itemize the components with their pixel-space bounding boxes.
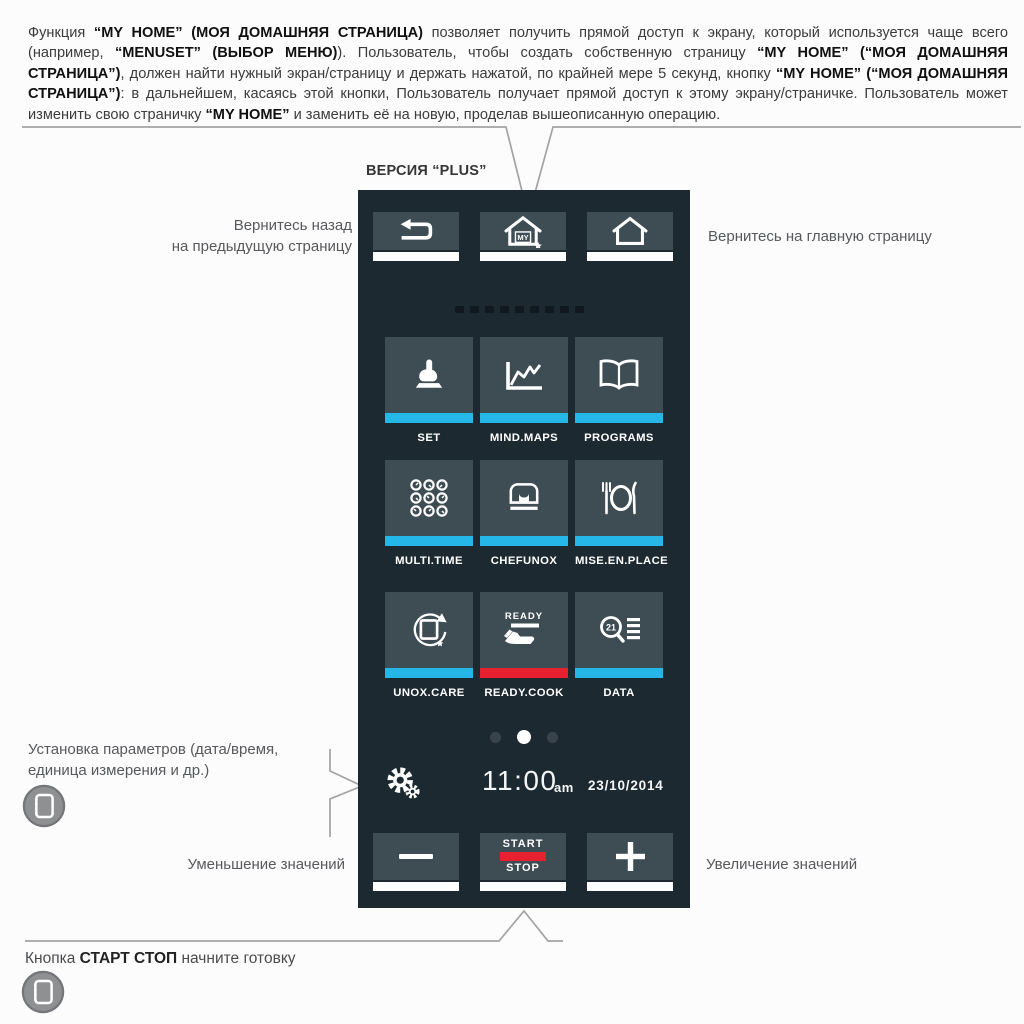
my-home-icon [501,214,545,248]
stop-label: STOP [506,862,540,874]
callout-start-stop: Кнопка СТАРТ СТОП начните готовку [25,950,296,967]
intro-paragraph: Функция “MY HOME” (МОЯ ДОМАШНЯЯ СТРАНИЦА) позволяет получить прямой доступ к экрану, который используется чаще всего (например, “MENUSET” (ВЫБОР МЕНЮ)). Пользователь, чтобы создать собственную страницу “MY HOME” (“МОЯ ДОМАШНЯЯ СТРАНИЦА”), должен найти нужный экран/страницу и держать нажатой, по крайней мере 5 секунд, кнопку “MY HOME” (“МОЯ ДОМАШНЯЯ СТРАНИЦА”): в дальнейшем, касаясь этой кнопки, Пользователь получает прямой доступ к этому экрану/страничке. Пользователь может изменить свою страничку “MY HOME” и заменить её на новую, проделав вышеописанную операцию. [28,24,1009,123]
plate-cutlery-icon [596,480,642,516]
menu-tile-programs[interactable] [575,337,663,444]
ready-cook-hand-icon [499,609,549,651]
home-button-surface [587,212,673,250]
button-underbar [587,252,673,261]
callout-back-line1: Вернитесь назад [233,217,352,234]
plus-button-surface [587,833,673,880]
menu-tile-unox-care[interactable] [385,592,473,699]
menu-tile-chefunox[interactable] [480,460,568,567]
programs-book-icon [596,358,642,392]
minus-button-surface [373,833,459,880]
my-home-button[interactable] [480,212,566,261]
callout-settings-line2: единица измерения и др.) [28,762,210,779]
tile-underbar [575,413,663,423]
bottom-rule-caret [25,911,563,941]
tile-surface [575,337,663,413]
callout-increase: Увеличение значений [706,856,858,873]
callout-settings-line1: Установка параметров (дата/время, [28,741,279,758]
button-underbar [373,882,459,891]
ghost-text [455,306,587,313]
back-arrow-icon [396,218,436,245]
mind-maps-chart-icon [502,358,546,392]
button-underbar [587,882,673,891]
callout-decrease: Уменьшение значений [187,856,345,873]
tile-label: READY.COOK [484,687,564,699]
settings-gear-icon[interactable] [385,766,423,800]
care-refresh-icon [408,610,450,650]
home-icon [608,215,652,247]
tile-label: MISE.EN.PLACE [575,555,669,567]
button-underbar [480,882,566,891]
tile-surface [480,460,568,536]
oven-touch-panel [358,190,690,908]
tile-label: MIND.MAPS [489,432,559,444]
menu-tile-mind-maps[interactable] [480,337,568,444]
back-button-surface [373,212,459,250]
home-button[interactable] [587,212,673,261]
tile-label: DATA [603,687,635,699]
menu-tile-ready-cook[interactable] [480,592,568,699]
manual-booklet-icon [22,784,66,828]
callout-main-home: Вернитесь на главную страницу [708,228,932,245]
tile-underbar [385,413,473,423]
tile-label: SET [417,432,441,444]
version-label: ВЕРСИЯ “PLUS” [366,163,487,179]
menu-tile-mise-en-place[interactable] [575,460,669,567]
date-display: 23/10/2014 [588,778,664,793]
callout-back-line2: на предыдущую страницу [171,238,352,255]
tile-surface [385,592,473,668]
tile-underbar [480,536,568,546]
tile-underbar [480,668,568,678]
tile-label: CHEFUNOX [490,555,558,567]
start-stop-button[interactable] [480,833,566,891]
back-button[interactable] [373,212,459,261]
my-badge: MY [517,232,529,242]
tile-label: MULTI.TIME [395,555,463,567]
tile-surface [480,337,568,413]
data-search-list-icon [596,613,642,647]
clock-time: 11:00 [482,765,558,796]
plus-icon [616,842,645,871]
manual-booklet-icon [21,970,65,1014]
plus-button[interactable] [587,833,673,891]
start-label: START [502,838,544,850]
button-underbar [373,252,459,261]
tile-underbar [385,668,473,678]
set-hand-icon [409,357,449,393]
tile-underbar [575,536,663,546]
start-stop-surface [480,833,566,880]
data-21-text: 21 [605,622,617,633]
tile-underbar [480,413,568,423]
menu-tile-set[interactable] [385,337,473,444]
start-stop-red-bar [500,852,546,861]
page-dot-3[interactable] [547,732,558,743]
ready-text: READY [504,611,544,622]
tile-surface [385,337,473,413]
multi-time-clocks-icon [409,478,449,518]
page-dot-1[interactable] [490,732,501,743]
minus-button[interactable] [373,833,459,891]
button-underbar [480,252,566,261]
tile-underbar [575,668,663,678]
tile-surface [385,460,473,536]
tile-label: PROGRAMS [584,432,654,444]
chef-hat-icon [504,480,544,516]
menu-tile-data[interactable] [575,592,663,699]
minus-icon [399,854,433,860]
tile-label: UNOX.CARE [393,687,465,699]
tile-surface [575,460,663,536]
tile-surface [575,592,663,668]
callout-back-nav [172,215,352,257]
menu-tile-multi-time[interactable] [385,460,473,567]
clock-meridiem: am [554,780,574,795]
page-dot-2[interactable] [517,730,531,744]
tile-surface [480,592,568,668]
pagination-dots [358,730,690,744]
callout-settings [28,739,278,781]
my-home-button-surface [480,212,566,250]
tile-underbar [385,536,473,546]
